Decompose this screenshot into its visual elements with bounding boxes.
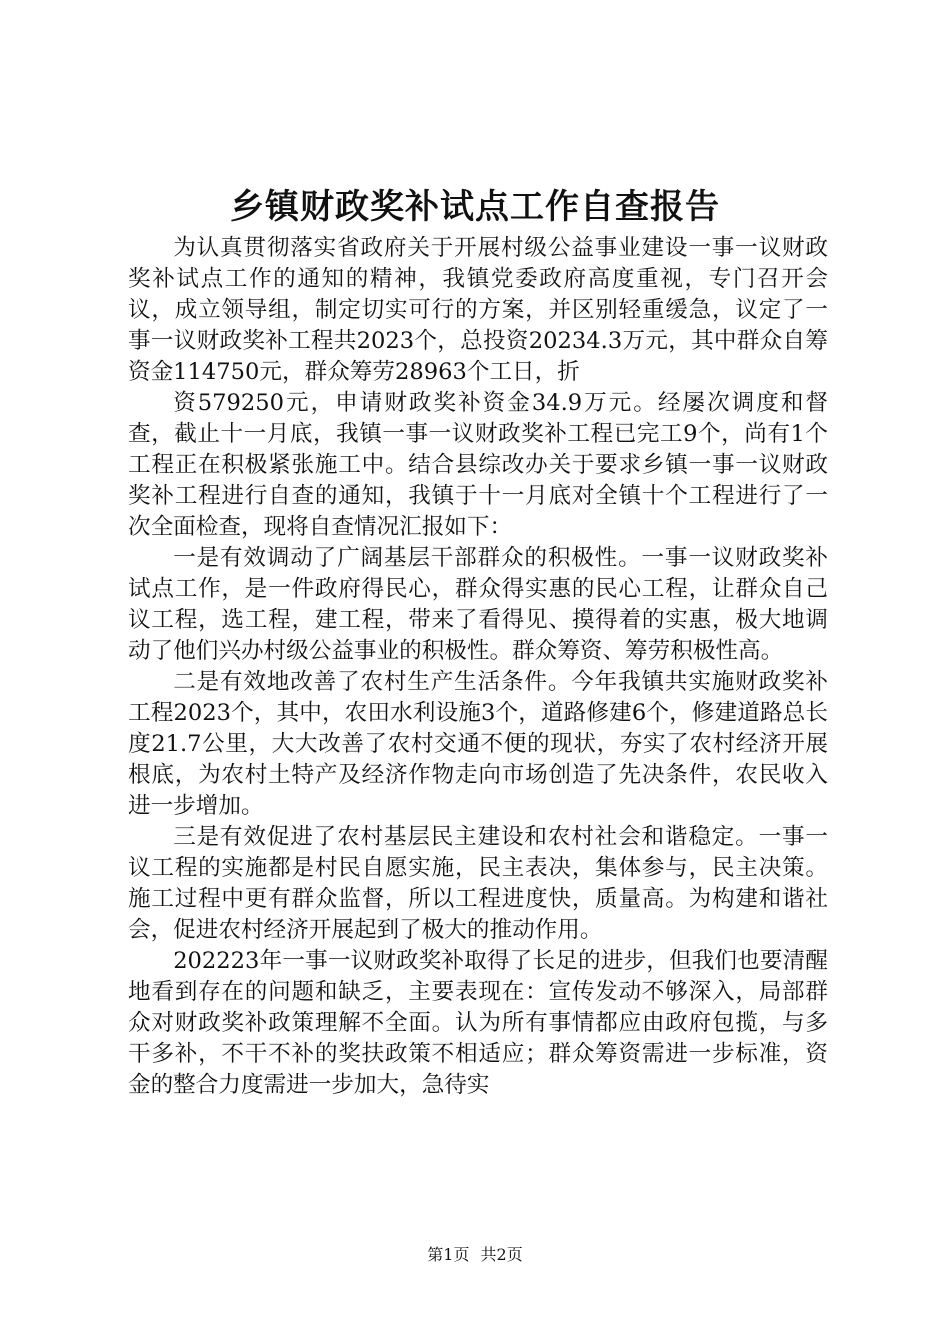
paragraph-intro: 为认真贯彻落实省政府关于开展村级公益事业建设一事一议财政奖补试点工作的通知的精神，我镇党委政府高度重视，专门召开会议，成立领导组，制定切实可行的方案，并区别轻重缓急，议定了一事一议财政奖补工程共2023个，总投资20234.3万元，其中群众自筹资金114750元，群众筹劳28963个工日，折 [128,235,828,385]
document-title: 乡镇财政奖补试点工作自查报告 [230,187,720,227]
document-body [128,233,828,1101]
page-number: 第1页 [427,1245,470,1264]
page-total: 共2页 [480,1245,523,1264]
paragraph-problems: 202223年一事一议财政奖补取得了长足的进步，但我们也要清醒地看到存在的问题和缺乏，主要表现在：宣传发动不够深入，局部群众对财政奖补政策理解不全面。认为所有事情都应由政府包揽，与多干多补，不干不补的奖扶政策不相适应；群众筹资需进一步标准，资金的整合力度需进一步加大，急待实 [128,948,828,1098]
paragraph-point-one: 一是有效调动了广阔基层干部群众的积极性。一事一议财政奖补试点工作，是一件政府得民心，群众得实惠的民心工程，让群众自己议工程，选工程，建工程，带来了看得见、摸得着的实惠，极大地调动了他们兴办村级公益事业的积极性。群众筹资、筹劳积极性高。 [128,545,828,664]
paragraph-point-three: 三是有效促进了农村基层民主建设和农村社会和谐稳定。一事一议工程的实施都是村民自愿实施，民主表决，集体参与，民主决策。施工过程中更有群众监督，所以工程进度快，质量高。为构建和谐社会，促进农村经济开展起到了极大的推动作用。 [128,824,828,943]
page-footer [0,1244,950,1266]
paragraph-progress: 资579250元，申请财政奖补资金34.9万元。经屡次调度和督查，截止十一月底，我镇一事一议财政奖补工程已完工9个，尚有1个工程正在积极紧张施工中。结合县综改办关于要求乡镇一事一议财政奖补工程进行自查的通知，我镇于十一月底对全镇十个工程进行了一次全面检查，现将自查情况汇报如下： [128,390,828,540]
paragraph-point-two: 二是有效地改善了农村生产生活条件。今年我镇共实施财政奖补工程2023个，其中，农田水利设施3个，道路修建6个，修建道路总长度21.7公里，大大改善了农村交通不便的现状，夯实了农村经济开展根底，为农村土特产及经济作物走向市场创造了先决条件，农民收入进一步增加。 [128,669,828,819]
